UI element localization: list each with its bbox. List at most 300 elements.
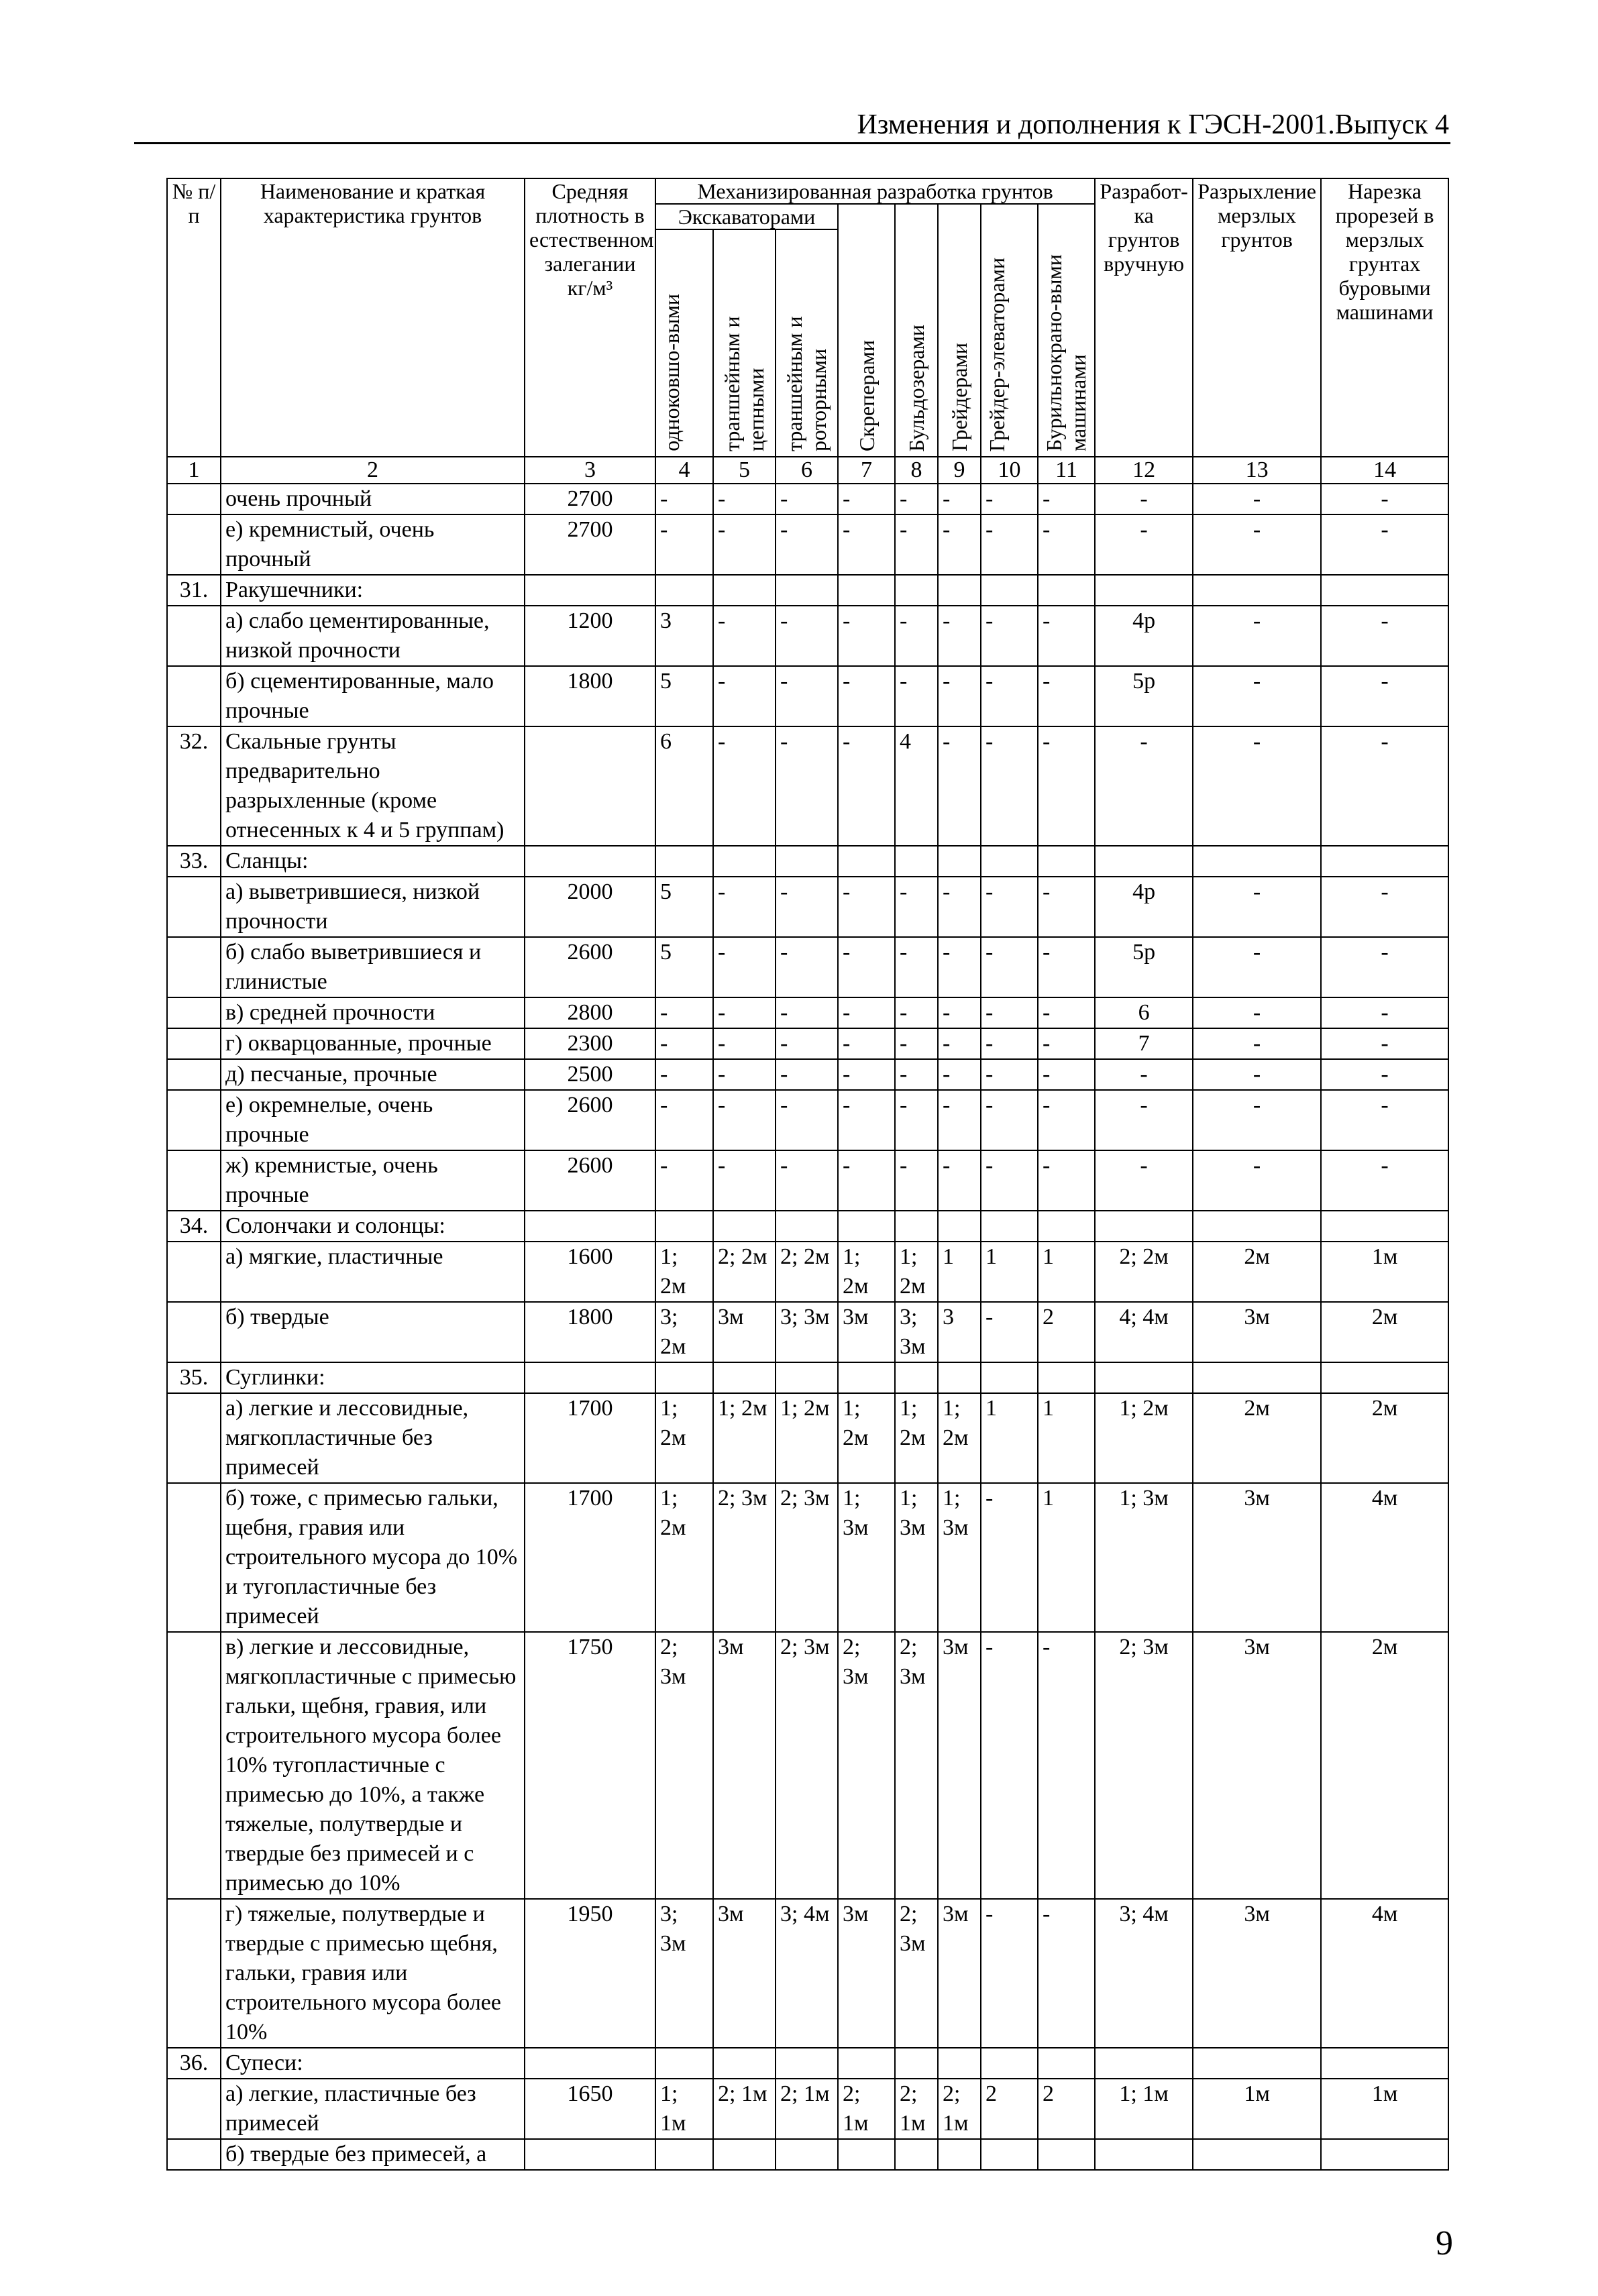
norm-value [713,2139,776,2170]
norm-value [981,1211,1038,1242]
norm-value: - [713,937,776,997]
table-row [167,877,1448,937]
column-number-cell: 4 [655,457,713,484]
soil-name: Сланцы: [221,846,525,877]
norm-value: 2 [1038,2079,1095,2139]
soil-name: б) твердые без примесей, а [221,2139,525,2170]
norm-value [1321,2048,1448,2079]
norm-value: - [1321,877,1448,937]
norm-value [655,846,713,877]
row-number: 34. [167,1211,221,1242]
row-number [167,1483,221,1632]
norm-value [981,575,1038,606]
table-row [167,514,1448,575]
norm-value: - [1038,666,1095,726]
norm-value: - [1038,514,1095,575]
norm-value: - [776,1059,838,1090]
table-row [167,1059,1448,1090]
column-numbers [167,457,1448,484]
norm-value: 2; 3м [895,1632,938,1899]
norm-value: - [1038,606,1095,666]
norm-value: 3м [838,1899,895,2048]
page-header: Изменения и дополнения к ГЭСН-2001.Выпуск 4 [857,109,1449,140]
norm-value: - [1321,937,1448,997]
norm-value: 2; 1м [938,2079,981,2139]
norm-value: - [1038,1090,1095,1150]
header-cutting: Нарезка прорезей в мерзлых грунтах буровыми машинами [1321,178,1448,457]
soil-density: 2700 [525,484,655,514]
soil-density [525,2048,655,2079]
norm-value: - [981,514,1038,575]
norm-value: 3 [938,1302,981,1362]
norm-value: 1; 1м [1095,2079,1193,2139]
norm-value: - [938,997,981,1028]
norm-value: 3м [838,1302,895,1362]
column-number-cell: 8 [895,457,938,484]
header-grader-elevators: Грейдер-элеваторами [981,204,1038,457]
norm-value [1038,1211,1095,1242]
soil-name: е) окремнелые, очень прочные [221,1090,525,1150]
norm-value [938,575,981,606]
header-bulldozers: Бульдозерами [895,204,938,457]
header-loosening: Разрыхление мерзлых грунтов [1193,178,1321,457]
soil-name: Солончаки и солонцы: [221,1211,525,1242]
soil-name: а) мягкие, пластичные [221,1242,525,1302]
table-row [167,726,1448,846]
norm-value [1193,846,1321,877]
table-row [167,666,1448,726]
column-number-cell: 1 [167,457,221,484]
norm-value: - [1038,726,1095,846]
soil-density [525,1211,655,1242]
norm-value: 2; 1м [776,2079,838,2139]
table-row [167,1211,1448,1242]
norm-value: - [981,606,1038,666]
column-number-cell: 11 [1038,457,1095,484]
norm-value: - [838,1059,895,1090]
table-row [167,846,1448,877]
norm-value: 2; 3м [1095,1632,1193,1899]
norm-value: 3 [655,606,713,666]
norm-value: - [895,937,938,997]
header-mech-group: Механизированная разработка грунтов [655,178,1095,204]
norm-value: 1 [1038,1483,1095,1632]
norm-value: 4р [1095,877,1193,937]
norm-value [655,2048,713,2079]
norm-value [938,1362,981,1393]
norm-value: 3м [1193,1302,1321,1362]
norm-value: 3м [713,1632,776,1899]
norm-value: - [838,514,895,575]
norm-value [1321,846,1448,877]
norm-value: 1; 3м [895,1483,938,1632]
norm-value: - [895,1090,938,1150]
norm-value: - [1321,666,1448,726]
norm-value [895,575,938,606]
table-header [167,178,1448,457]
norm-value: 1; 3м [1095,1483,1193,1632]
norm-value: 7 [1095,1028,1193,1059]
header-rule [134,142,1450,144]
norm-value: - [713,484,776,514]
norm-value [655,575,713,606]
norm-value [1095,1362,1193,1393]
row-number [167,2139,221,2170]
soil-name: а) выветрившиеся, низкой прочности [221,877,525,937]
norm-value: 1м [1321,2079,1448,2139]
soil-density: 2600 [525,937,655,997]
soil-name: г) окварцованные, прочные [221,1028,525,1059]
norm-value: 2м [1321,1632,1448,1899]
norm-value: - [1095,514,1193,575]
norm-value [1321,1211,1448,1242]
norm-value: - [1321,606,1448,666]
norm-value: - [1038,997,1095,1028]
norm-value: - [981,484,1038,514]
table-row [167,1393,1448,1483]
soil-density: 1200 [525,606,655,666]
norm-value: 1; 2м [838,1242,895,1302]
norm-value: 1; 1м [655,2079,713,2139]
soil-density [525,2139,655,2170]
norm-value: - [1193,1059,1321,1090]
norm-value: 3м [938,1899,981,2048]
norm-value: - [981,1059,1038,1090]
norm-value: 1; 2м [895,1242,938,1302]
table-row [167,1362,1448,1393]
norm-value: - [776,606,838,666]
norm-value: - [655,1090,713,1150]
norm-value: 3; 2м [655,1302,713,1362]
soil-name: е) кремнистый, очень прочный [221,514,525,575]
row-number [167,1899,221,2048]
norm-value: 3; 3м [895,1302,938,1362]
norm-value: - [938,1090,981,1150]
soil-density: 2000 [525,877,655,937]
norm-value: - [1095,484,1193,514]
norm-value: - [776,937,838,997]
column-number-cell: 9 [938,457,981,484]
norm-value: - [1038,1899,1095,2048]
column-number-cell: 13 [1193,457,1321,484]
norm-value [1095,846,1193,877]
norm-value: 3м [1193,1899,1321,2048]
norm-value: - [981,1150,1038,1211]
table-row [167,1028,1448,1059]
norm-value: - [838,484,895,514]
norm-value: - [981,1028,1038,1059]
norm-value: 1; 2м [655,1393,713,1483]
norm-value [655,2139,713,2170]
soil-density: 2700 [525,514,655,575]
norm-value: 3; 4м [776,1899,838,2048]
norm-value: - [776,484,838,514]
norm-value: 5р [1095,937,1193,997]
soil-density: 1650 [525,2079,655,2139]
page-number: 9 [1436,2224,1453,2262]
norm-value: - [1193,484,1321,514]
soil-name: а) легкие, пластичные без примесей [221,2079,525,2139]
norm-value: - [713,666,776,726]
norm-value [1038,2048,1095,2079]
norm-value: 1; 2м [838,1393,895,1483]
header-num: № п/п [167,178,221,457]
norm-value: - [713,1059,776,1090]
norm-value: - [938,484,981,514]
column-number-cell: 3 [525,457,655,484]
norm-value [713,2048,776,2079]
header-single-bucket: одноковшо-выми [655,229,713,457]
soil-density [525,1362,655,1393]
soil-name: Суглинки: [221,1362,525,1393]
row-number: 33. [167,846,221,877]
row-number [167,514,221,575]
column-number-cell: 14 [1321,457,1448,484]
norm-value: 6 [1095,997,1193,1028]
norm-value: - [981,1302,1038,1362]
norm-value [1193,1211,1321,1242]
row-number [167,666,221,726]
norm-value: 1 [938,1242,981,1302]
norm-value: 3м [713,1302,776,1362]
norm-value: 2; 2м [1095,1242,1193,1302]
soil-density: 2600 [525,1150,655,1211]
norm-value: - [1321,1059,1448,1090]
soil-density: 1600 [525,1242,655,1302]
norm-value: - [838,1150,895,1211]
norm-value: - [1095,1059,1193,1090]
column-number-cell: 12 [1095,457,1193,484]
norm-value: 2; 2м [713,1242,776,1302]
norm-value: - [981,1090,1038,1150]
header-scrapers: Скреперами [838,204,895,457]
column-number-cell: 7 [838,457,895,484]
column-number-cell: 2 [221,457,525,484]
table-row [167,1483,1448,1632]
norm-value [1321,1362,1448,1393]
norm-value: - [713,1028,776,1059]
norm-value: - [1193,877,1321,937]
norm-value: - [838,606,895,666]
norm-value [1038,846,1095,877]
row-number: 32. [167,726,221,846]
header-graders: Грейдерами [938,204,981,457]
norm-value: - [713,997,776,1028]
norm-value: - [655,997,713,1028]
norm-value: 1; 3м [938,1483,981,1632]
norm-value [655,1211,713,1242]
norm-value: - [1038,1632,1095,1899]
soil-name: б) тоже, с примесью гальки, щебня, гравия или строительного мусора до 10% и тугопластичные без примесей [221,1483,525,1632]
norm-value [1038,575,1095,606]
norm-value [776,1362,838,1393]
soil-density [525,726,655,846]
norm-value: 3м [713,1899,776,2048]
soil-density: 2800 [525,997,655,1028]
header-density: Средняя плотность в естественном залегании кг/м³ [525,178,655,457]
norm-value: - [655,1028,713,1059]
norm-value: 2; 3м [838,1632,895,1899]
row-number [167,1393,221,1483]
norm-value [1321,2139,1448,2170]
norm-value [938,2139,981,2170]
norm-value: 3м [1193,1632,1321,1899]
soil-density: 2300 [525,1028,655,1059]
norm-value: - [776,877,838,937]
norm-value: 4 [895,726,938,846]
norm-value: - [838,1028,895,1059]
table-row [167,1242,1448,1302]
norm-value: - [776,666,838,726]
norm-value: 5 [655,666,713,726]
norm-value [838,2048,895,2079]
row-number [167,1242,221,1302]
soil-name: г) тяжелые, полутвердые и твердые с примесью щебня, гальки, гравия или строительного мусора более 10% [221,1899,525,2048]
norm-value [981,2048,1038,2079]
norm-value [981,846,1038,877]
norm-value: - [1038,937,1095,997]
column-number-cell: 5 [713,457,776,484]
norm-value [776,2048,838,2079]
norm-value: - [981,877,1038,937]
norm-value: - [895,1028,938,1059]
norm-value: - [713,514,776,575]
norm-value: - [895,1150,938,1211]
norm-value: - [895,877,938,937]
norm-value [1193,575,1321,606]
norm-value [1095,575,1193,606]
norm-value: - [1038,1059,1095,1090]
norm-value [838,846,895,877]
norm-value: - [776,726,838,846]
norm-value: 2м [1321,1302,1448,1362]
norm-value: - [895,606,938,666]
norm-value [776,846,838,877]
row-number: 35. [167,1362,221,1393]
table-row [167,1150,1448,1211]
norm-value: - [655,1150,713,1211]
norm-value: - [938,1028,981,1059]
row-number: 31. [167,575,221,606]
norm-value: - [981,1483,1038,1632]
norm-value: 2м [1321,1393,1448,1483]
norm-value [895,2048,938,2079]
soil-density: 2600 [525,1090,655,1150]
norm-value: - [655,484,713,514]
header-drill-crane: Бурильнокрано-выми машинами [1038,204,1095,457]
soil-name: б) слабо выветрившиеся и глинистые [221,937,525,997]
norm-value: 1м [1193,2079,1321,2139]
norm-value [1038,2139,1095,2170]
norm-value: - [713,877,776,937]
norm-value [838,575,895,606]
norm-value: - [838,1090,895,1150]
norm-value: 5р [1095,666,1193,726]
norm-value [895,1211,938,1242]
norm-value: 2м [1193,1242,1321,1302]
norm-value: 2м [1193,1393,1321,1483]
norm-value: - [895,1059,938,1090]
table-body [167,484,1448,2170]
norm-value: 1; 2м [776,1393,838,1483]
norm-value [776,2139,838,2170]
norm-value: 1; 2м [938,1393,981,1483]
table-row [167,2139,1448,2170]
norm-value: - [1193,606,1321,666]
norm-value [1095,1211,1193,1242]
norm-value [713,1211,776,1242]
norm-value [981,1362,1038,1393]
norm-value: 3; 4м [1095,1899,1193,2048]
norm-value: - [1321,997,1448,1028]
norm-value: - [776,514,838,575]
row-number [167,1632,221,1899]
row-number [167,877,221,937]
norm-value: - [1193,997,1321,1028]
soil-name: б) твердые [221,1302,525,1362]
column-number-row [167,457,1448,484]
norm-value: - [713,726,776,846]
norm-value [838,2139,895,2170]
table-row [167,1302,1448,1362]
norm-value: - [938,1059,981,1090]
norm-value: 2 [981,2079,1038,2139]
soil-name: ж) кремнистые, очень прочные [221,1150,525,1211]
norm-value: - [981,666,1038,726]
norm-value: 4; 4м [1095,1302,1193,1362]
soil-name: Супеси: [221,2048,525,2079]
row-number [167,1028,221,1059]
norm-value: - [1038,877,1095,937]
norm-value: 3м [938,1632,981,1899]
row-number [167,1150,221,1211]
norm-value: - [838,877,895,937]
norm-value: - [838,666,895,726]
norm-value: - [713,1150,776,1211]
norm-value: - [1321,1028,1448,1059]
table-row [167,1090,1448,1150]
table-row [167,575,1448,606]
norm-value: - [713,606,776,666]
soil-name: д) песчаные, прочные [221,1059,525,1090]
norm-value [1095,2139,1193,2170]
norm-value: 3м [1193,1483,1321,1632]
norm-value: 2; 1м [713,2079,776,2139]
norm-value: - [938,726,981,846]
header-manual: Разработ-ка грунтов вручную [1095,178,1193,457]
column-number-cell: 10 [981,457,1038,484]
norm-value: - [655,1059,713,1090]
norm-value [713,1362,776,1393]
soil-density: 2500 [525,1059,655,1090]
norm-value: - [938,666,981,726]
norm-value [981,2139,1038,2170]
norm-value: 1; 3м [838,1483,895,1632]
norm-value [895,1362,938,1393]
norm-value: - [776,997,838,1028]
norm-value [655,1362,713,1393]
norm-value: - [1193,1150,1321,1211]
table-row [167,1899,1448,2048]
norm-value: 3; 3м [655,1899,713,2048]
norm-value: 2; 1м [838,2079,895,2139]
row-number [167,606,221,666]
norm-value [938,2048,981,2079]
row-number [167,1059,221,1090]
norm-value: - [981,937,1038,997]
norm-value: 2; 3м [776,1483,838,1632]
soil-density: 1800 [525,1302,655,1362]
